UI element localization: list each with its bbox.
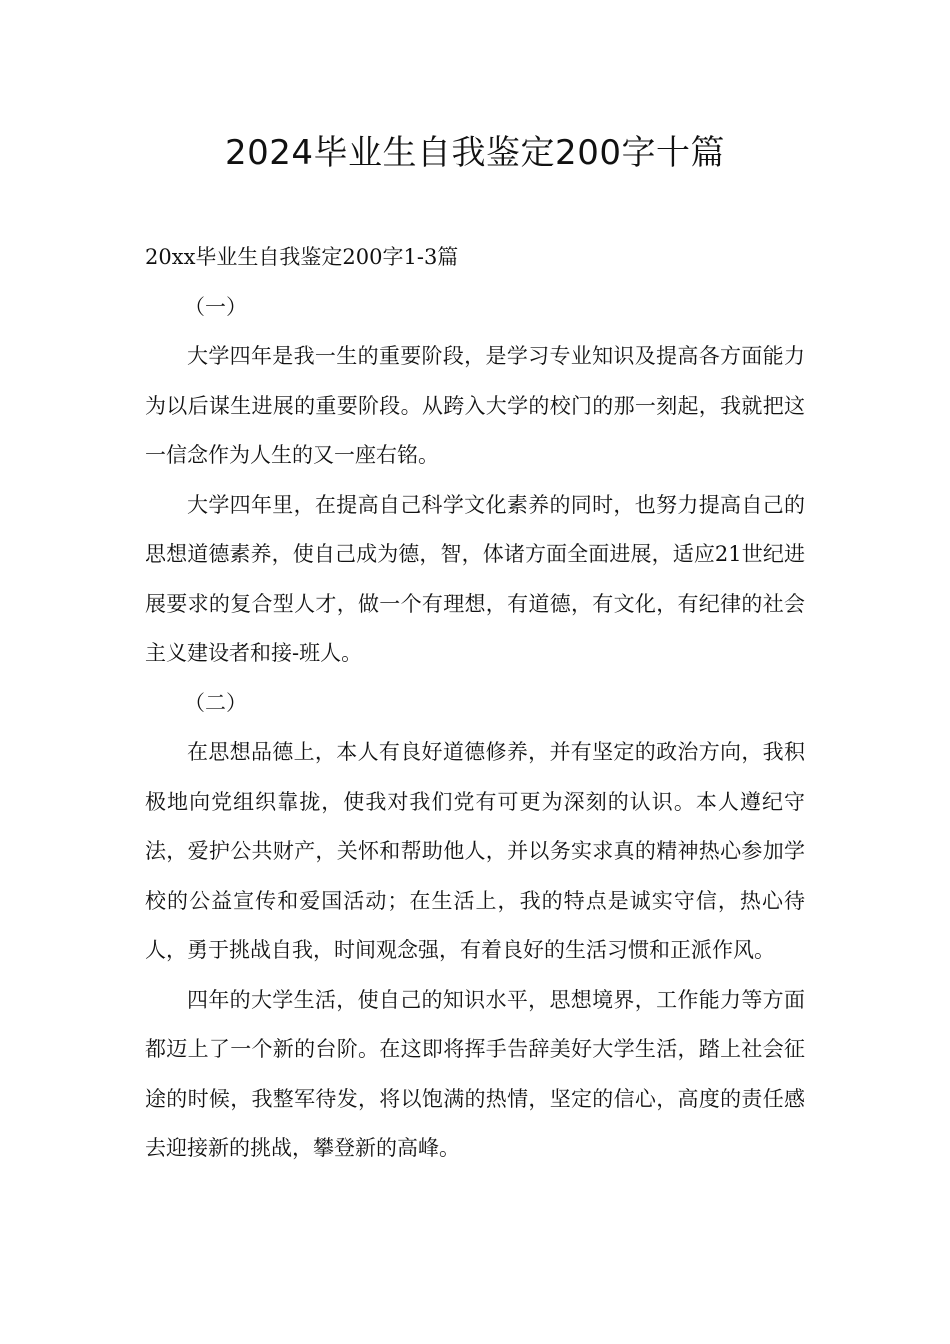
section-label-1: （一） — [184, 294, 247, 319]
paragraph: 四年的大学生活，使自己的知识水平，思想境界，工作能力等方面都迈上了一个新的台阶。在这即将挥手告辞美好大学生活，踏上社会征途的时候，我整军待发，将以饱满的热情，坚定的信心，高度的责任感去迎接新的挑战，攀登新的高峰。 — [145, 987, 805, 1160]
section-label-2: （二） — [184, 690, 247, 715]
paragraph: 大学四年是我一生的重要阶段，是学习专业知识及提高各方面能力为以后谋生进展的重要阶段。从跨入大学的校门的那一刻起，我就把这一信念作为人生的又一座右铭。 — [145, 344, 805, 467]
paragraph: 大学四年里，在提高自己科学文化素养的同时，也努力提高自己的思想道德素养，使自己成为德，智，体诸方面全面进展，适应21世纪进展要求的复合型人才，做一个有理想，有道德，有文化，有纪律的社会主义建设者和接-班人。 — [145, 492, 805, 665]
document-title: 2024毕业生自我鉴定200字十篇 — [225, 133, 725, 173]
paragraph: 在思想品德上，本人有良好道德修养，并有坚定的政治方向，我积极地向党组织靠拢，使我对我们党有可更为深刻的认识。本人遵纪守法，爱护公共财产，关怀和帮助他人，并以务实求真的精神热心参加学校的公益宣传和爱国活动；在生活上，我的特点是诚实守信，热心待人，勇于挑战自我，时间观念强，有着良好的生活习惯和正派作风。 — [145, 740, 805, 962]
document-body — [145, 233, 805, 1174]
document-subtitle: 20xx毕业生自我鉴定200字1-3篇 — [145, 245, 459, 269]
